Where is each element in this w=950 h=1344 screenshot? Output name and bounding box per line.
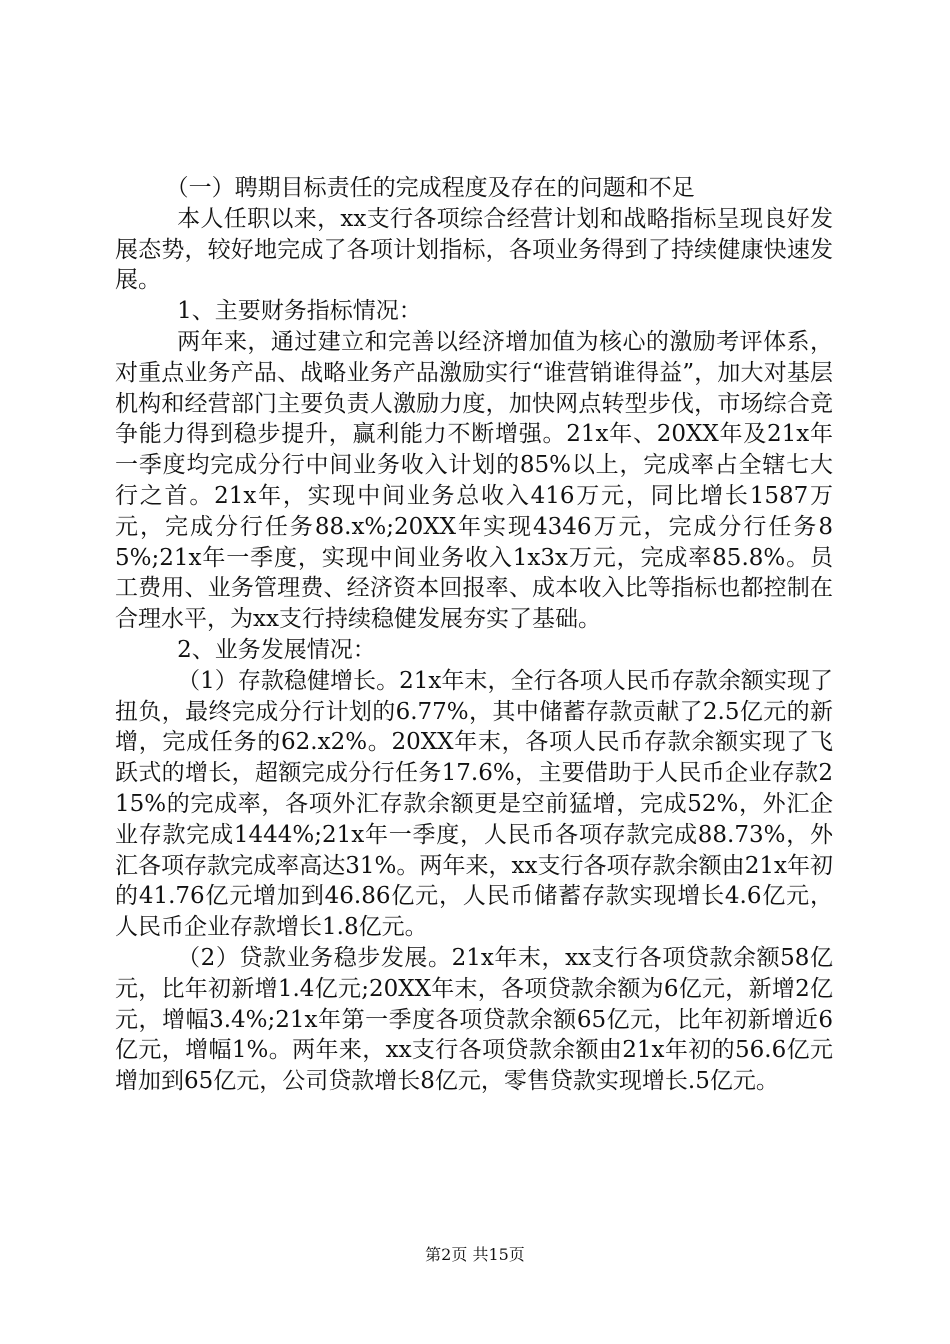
subheading-financial-indicators: 1、主要财务指标情况：	[177, 298, 422, 325]
page-footer	[0, 1245, 950, 1265]
document-body	[115, 173, 833, 1097]
page-number: 第2页 共15页	[425, 1245, 525, 1264]
paragraph-deposits: （1）存款稳健增长。21x年末，全行各项人民币存款余额实现了扭负，最终完成分行计划的6.77%，其中储蓄存款贡献了2.5亿元的新增，完成任务的62.x2%。20XX年末，各项人民币存款余额实现了飞跃式的增长，超额完成分行任务17.6%，主要借助于人民币企业存款215%的完成率，各项外汇存款余额更是空前猛增，完成52%，外汇企业存款完成1444%;21x年一季度，人民币各项存款完成88.73%，外汇各项存款完成率高达31%。两年来，xx支行各项存款余额由21x年初的41.76亿元增加到46.86亿元，人民币储蓄存款实现增长4.6亿元，人民币企业存款增长1.8亿元。	[115, 667, 833, 941]
subheading-business-development: 2、业务发展情况：	[177, 636, 376, 663]
paragraph-intro: 本人任职以来，xx支行各项综合经营计划和战略指标呈现良好发展态势，较好地完成了各项计划指标，各项业务得到了持续健康快速发展。	[115, 205, 833, 294]
section-heading: （一）聘期目标责任的完成程度及存在的问题和不足	[165, 175, 695, 201]
paragraph-financial-indicators: 两年来，通过建立和完善以经济增加值为核心的激励考评体系，对重点业务产品、战略业务产品激励实行“谁营销谁得益”，加大对基层机构和经营部门主要负责人激励力度，加快网点转型步伐，市场综合竞争能力得到稳步提升，赢利能力不断增强。21x年、20XX年及21x年一季度均完成分行中间业务收入计划的85%以上，完成率占全辖七大行之首。21x年，实现中间业务总收入416万元，同比增长1587万元，完成分行任务88.x%;20XX年实现4346万元，完成分行任务85%;21x年一季度，实现中间业务收入1x3x万元，完成率85.8%。员工费用、业务管理费、经济资本回报率、成本收入比等指标也都控制在合理水平，为xx支行持续稳健发展夯实了基础。	[115, 328, 833, 633]
paragraph-loans: （2）贷款业务稳步发展。21x年末，xx支行各项贷款余额58亿元，比年初新增1.4亿元;20XX年末，各项贷款余额为6亿元，新增2亿元，增幅3.4%;21x年第一季度各项贷款余额65亿元，比年初新增近6亿元，增幅1%。两年来，xx支行各项贷款余额由21x年初的56.6亿元增加到65亿元，公司贷款增长8亿元，零售贷款实现增长.5亿元。	[115, 944, 833, 1095]
